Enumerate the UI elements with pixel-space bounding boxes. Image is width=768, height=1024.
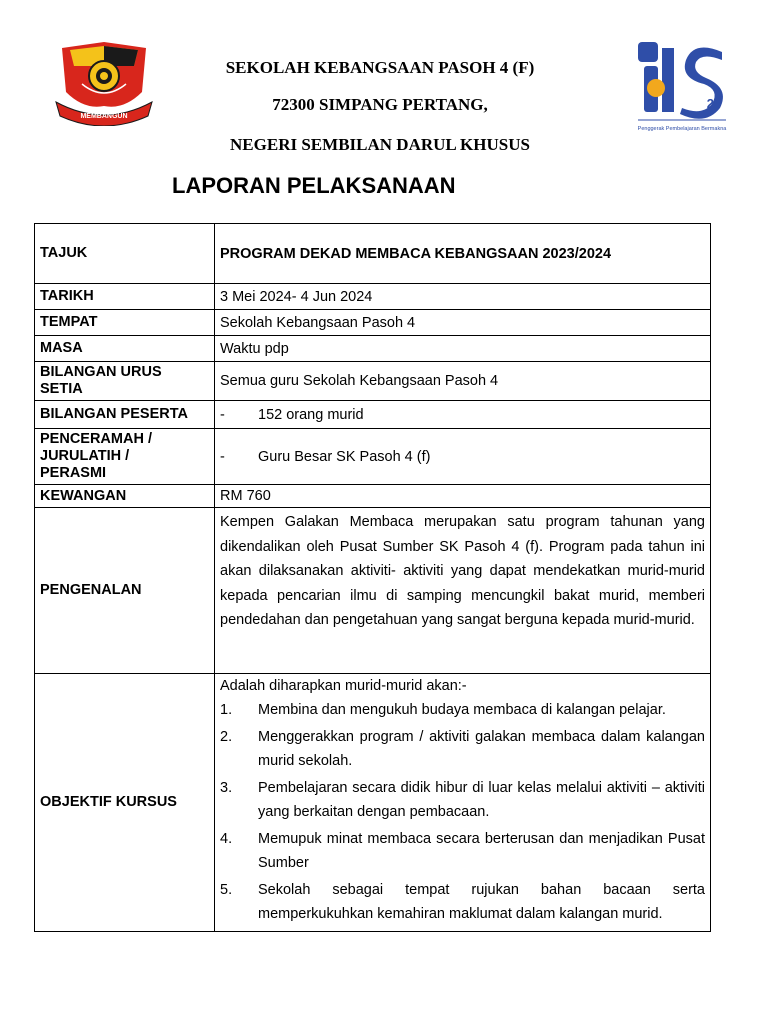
label-urus-setia-line1: BILANGAN URUS (40, 364, 162, 380)
label-penceramah-line2: JURULATIH / (40, 448, 130, 464)
value-kewangan: RM 760 (215, 485, 711, 508)
report-title: LAPORAN PELAKSANAAN (172, 173, 456, 198)
ts-logo-number: 25 (706, 96, 722, 111)
value-tarikh: 3 Mei 2024- 4 Jun 2024 (215, 284, 711, 310)
report-table (34, 223, 711, 932)
penceramah-dash: - (220, 448, 225, 465)
school-crest-logo (54, 40, 154, 126)
peserta-line (220, 406, 705, 424)
value-masa: Waktu pdp (215, 336, 711, 362)
peserta-text: 152 orang murid (258, 406, 364, 423)
objektif-item (220, 725, 705, 774)
label-penceramah (35, 429, 215, 485)
objektif-item-text: Memupuk minat membaca secara berterusan dan menjadikan Pusat Sumber (258, 830, 705, 871)
ts-logo-tagline: Penggerak Pembelajaran Bermakna (637, 126, 727, 132)
label-masa: MASA (35, 336, 215, 362)
label-urus-setia (35, 362, 215, 401)
value-pengenalan (215, 508, 711, 674)
crest-banner-text: MEMBANGUN (80, 113, 128, 120)
objektif-item-number: 4. (220, 830, 233, 847)
label-tempat: TEMPAT (35, 310, 215, 336)
school-state: NEGERI SEMBILAN DARUL KHUSUS (230, 135, 530, 154)
ts25-logo (634, 38, 730, 134)
label-penceramah-line3: PERASMI (40, 465, 107, 481)
label-penceramah-line1: PENCERAMAH / (40, 431, 152, 447)
label-kewangan: KEWANGAN (35, 485, 215, 508)
row-tajuk (35, 224, 711, 284)
row-penceramah (35, 429, 711, 485)
value-objektif (215, 674, 711, 932)
objektif-item-number: 3. (220, 779, 233, 796)
row-tarikh (35, 284, 711, 310)
objektif-item-number: 5. (220, 881, 233, 898)
objektif-item-number: 1. (220, 702, 233, 718)
penceramah-text: Guru Besar SK Pasoh 4 (f) (258, 448, 431, 465)
label-objektif: OBJEKTIF KURSUS (35, 674, 215, 932)
row-peserta (35, 401, 711, 429)
value-peserta (215, 401, 711, 429)
label-pengenalan: PENGENALAN (35, 508, 215, 674)
objektif-item-text: Pembelajaran secara didik hibur di luar kelas melalui aktiviti – aktiviti yang berkaitan dengan pembacaan. (258, 779, 705, 820)
school-address: 72300 SIMPANG PERTANG, (272, 95, 488, 114)
value-penceramah (215, 429, 711, 485)
pengenalan-paragraph: Kempen Galakan Membaca merupakan satu program tahunan yang dikendalikan oleh Pusat Sumber SK Pasoh 4 (f). Program pada tahun ini akan dilaksanakan aktiviti- aktiviti yang dapat mendekatkan murid-murid kepada pencarian ilmu di samping mencungkil bakat murid, memberi pendedahan dan pengetahuan yang sangat berguna kepada murid-murid. (220, 514, 705, 628)
row-pengenalan (35, 508, 711, 674)
penceramah-line (220, 448, 705, 466)
school-name: SEKOLAH KEBANGSAAN PASOH 4 (F) (225, 58, 535, 77)
label-tajuk: TAJUK (35, 224, 215, 284)
objektif-item (220, 878, 705, 927)
row-urus-setia (35, 362, 711, 401)
label-urus-setia-line2: SETIA (40, 381, 83, 397)
objektif-item-text: Sekolah sebagai tempat rujukan bahan bacaan serta memperkukuhkan kemahiran maklumat dalam kalangan murid. (258, 881, 705, 922)
objektif-item (220, 776, 705, 825)
objektif-item-number: 2. (220, 728, 233, 745)
value-urus-setia: Semua guru Sekolah Kebangsaan Pasoh 4 (215, 362, 711, 401)
objektif-intro: Adalah diharapkan murid-murid akan:- (220, 678, 467, 694)
objektif-item-text: Menggerakkan program / aktiviti galakan membaca dalam kalangan murid sekolah. (258, 728, 705, 769)
value-tajuk: PROGRAM DEKAD MEMBACA KEBANGSAAN 2023/2024 (215, 224, 711, 284)
objektif-list (220, 698, 705, 927)
row-kewangan (35, 485, 711, 508)
label-peserta: BILANGAN PESERTA (35, 401, 215, 429)
objektif-item (220, 827, 705, 876)
objektif-item-text: Membina dan mengukuh budaya membaca di kalangan pelajar. (258, 702, 666, 718)
row-masa (35, 336, 711, 362)
row-objektif (35, 674, 711, 932)
row-tempat (35, 310, 711, 336)
value-tempat: Sekolah Kebangsaan Pasoh 4 (215, 310, 711, 336)
peserta-dash: - (220, 406, 225, 423)
label-tarikh: TARIKH (35, 284, 215, 310)
objektif-item (220, 698, 705, 723)
